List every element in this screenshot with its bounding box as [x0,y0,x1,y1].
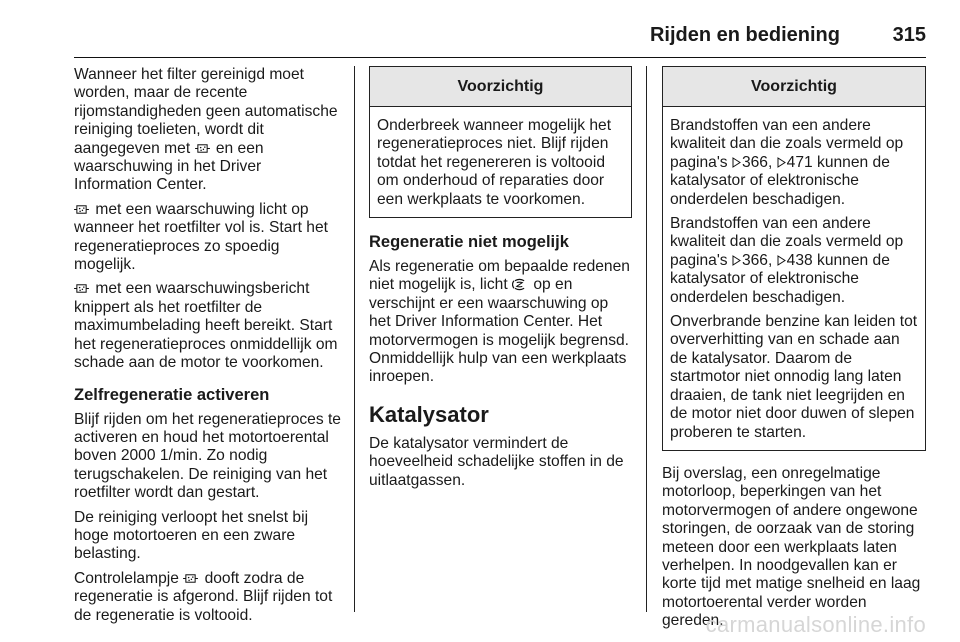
paragraph: Bij overslag, een onregelmatige motorloop, beperkingen van het motorvermogen of andere ongewone storingen, de oorzaak van de storing meteen door een werkplaats laten verhelpen. In noodgevallen kan er korte tijd met matige snelheid en laag motortoerental verder worden gereden. [662,464,921,630]
page-reference[interactable]: 366, [741,153,773,171]
page-reference-arrow-icon [777,255,786,266]
paragraph: Controlelampje dooft zodra de regeneratie is afgerond. Blijf rijden tot de regeneratie is voltooid. [74,569,333,624]
column-divider [354,66,355,612]
page-reference-arrow-icon [732,157,741,168]
paragraph: met een waarschuwingsbericht knippert als het roetfilter de maximumbelading heeft bereikt. Start het regeneratieproces onmiddellijk om schade aan de motor te voorkomen. [74,280,338,372]
page-reference[interactable]: 471 [786,153,813,171]
column-left [74,66,342,631]
paragraph: Wanneer het filter gereinigd moet worden, maar de recente rijomstandigheden geen automatische reiniging toelieten, wordt dit aangegeven met en een waarschuwing in het Driver Information Center. [74,66,338,194]
particle-filter-icon [74,203,89,216]
column-divider [646,66,647,612]
particle-filter-icon [183,572,198,585]
column-right [662,66,926,637]
section-title: Katalysator [369,401,489,427]
caution-text: Onverbrande benzine kan leiden tot oververhitting van en schade aan de katalysator. Daarom de startmotor niet onnodig lang laten draaien, de tank niet leegrijden en de motor niet door duwen of slepen proberen te starten. [670,313,918,441]
caution-box [662,66,926,451]
caution-box [369,66,632,218]
caution-text: Brandstoffen van een andere kwaliteit dan die zoals vermeld op pagina's 366, 471 kunnen de katalysator of elektronische onderdelen beschadigen. [670,117,904,208]
page-reference[interactable]: 438 [786,251,813,269]
caution-title: Voorzichtig [663,67,925,107]
page-number: 315 [892,24,926,46]
page-header [74,24,926,58]
caution-title: Voorzichtig [370,67,631,107]
section-heading: Regeneratie niet mogelijk [369,233,569,252]
page-reference-arrow-icon [777,157,786,168]
paragraph: De katalysator vermindert de hoeveelheid schadelijke stoffen in de uitlaatgassen. [369,434,624,489]
header-title: Rijden en bediening [649,24,840,46]
particle-filter-icon [195,142,210,155]
paragraph: Blijf rijden om het regeneratieproces te activeren en houd het motortoerental boven 2000 1/min. Zo nodig terugschakelen. De reiniging van het roetfilter wordt dan gestart. [74,410,341,502]
watermark: carmanualsonline.info [705,612,926,637]
section-heading: Zelfregeneratie activeren [74,385,270,404]
caution-text: Brandstoffen van een andere kwaliteit dan die zoals vermeld op pagina's 366, 438 kunnen de katalysator of elektronische onderdelen beschadigen. [670,215,904,306]
paragraph: Als regeneratie om bepaalde redenen niet mogelijk is, licht op en verschijnt er een waarschuwing op het Driver Information Center. Het motorvermogen is mogelijk begrensd. Onmiddellijk hulp van een werkplaats inroepen. [369,258,630,386]
particle-filter-icon [74,282,89,295]
column-middle [369,66,632,496]
page-reference-arrow-icon [732,255,741,266]
paragraph: met een waarschuwing licht op wanneer het roetfilter vol is. Start het regeneratieproces zo spoedig mogelijk. [74,200,328,274]
caution-text: Onderbreek wanneer mogelijk het regeneratieproces niet. Blijf rijden totdat het regenereren is voltooid om onderhoud of reparaties door een werkplaats te voorkomen. [377,117,612,208]
paragraph: De reiniging verloopt het snelst bij hoge motortoeren en een zware belasting. [74,508,309,563]
page-reference[interactable]: 366, [741,251,773,269]
preheat-coil-icon [512,278,527,291]
